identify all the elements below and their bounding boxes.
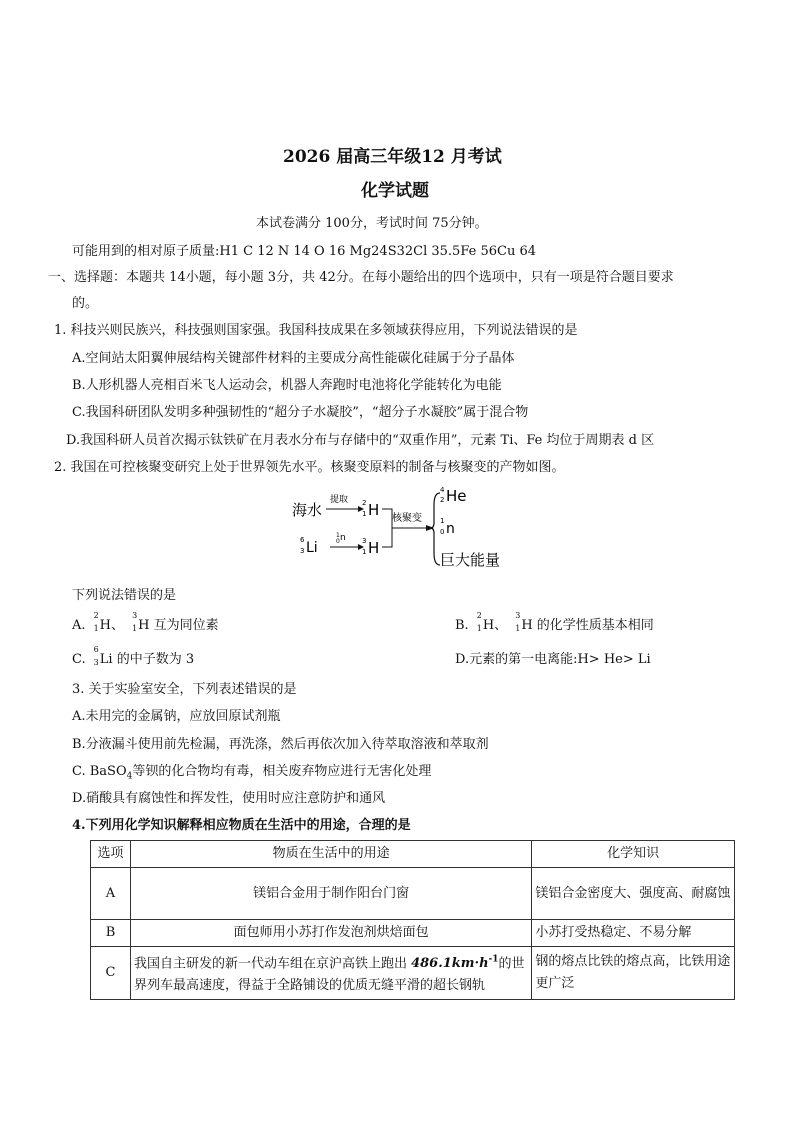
he-atomic: 2 [440,496,445,504]
table-header-row [91,841,735,868]
option-a-mid: H、 [99,618,125,633]
isotope-scripts: 2 1 [476,611,482,633]
he-mass: 4 [440,486,445,494]
helium-symbol: He [446,487,467,505]
question-2-stem: 2. 我国在可控核聚变研究上处于世界领先水平。核聚变原料的制备与核聚变的产物如图。 [54,460,565,475]
h3-atomic: 1 [362,548,367,556]
isotope-scripts: 2 1 [93,611,99,633]
speed-value: 486.1km·h [411,956,489,972]
h3-mass: 3 [362,537,367,545]
row-use: 镁铝合金用于制作阳台门窗 [130,868,531,920]
isotope-scripts: 3 1 [515,611,521,633]
question-4-stem: 4.下列用化学知识解释相应物质在生活中的用途，合理的是 [72,818,411,833]
question-2-option-c [72,645,195,667]
question-3-option-c [72,760,431,782]
tritium-symbol: H [368,539,380,557]
question-3-option-a: A.未用完的金属钠，应放回原试剂瓶 [72,709,281,724]
n-mass: 1 [440,517,445,525]
header-option: 选项 [91,841,131,868]
exam-title: 2026 届高三年级12 月考试 [283,147,502,167]
question-3-option-d: D.硝酸具有腐蚀性和挥发性，使用时应注意防护和通风 [72,791,386,806]
row-use-prefix: 我国自主研发的新一代动车组在京沪高铁上跑出 [133,956,412,972]
exam-note: 本试卷满分 100分，考试时间 75分钟。 [256,216,488,231]
question-1-option-b: B.人形机器人亮相百米飞人运动会，机器人奔跑时电池将化学能转化为电能 [72,378,502,393]
option-c-prefix: C. [72,652,86,667]
option-c-suffix: 等钡的化合物均有毒，相关废弃物应进行无害化处理 [132,764,432,779]
question-2-option-b [455,611,654,633]
neutron-mass: 1 [336,532,340,539]
row-knowledge: 镁铝合金密度大、强度高、耐腐蚀 [532,868,735,920]
deuterium-symbol: H [368,501,380,519]
question-2-option-d: D.元素的第一电离能:H> He> Li [455,652,651,667]
question-1-option-c: C.我国科研团队发明多种强韧性的“超分子水凝胶”，“超分子水凝胶”属于混合物 [72,405,529,420]
row-option: C [91,947,131,1000]
h2-mass: 2 [362,499,367,507]
section-instructions-cont: 的。 [72,296,99,311]
lithium-symbol: Li [306,540,318,556]
row-use [130,947,531,1000]
li-mass: 6 [300,536,305,544]
question-1-stem: 1. 科技兴则民族兴，科技强则国家强。我国科技成果在多领域获得应用，下列说法错误的是 [54,323,578,338]
subject-title: 化学试题 [361,181,429,201]
neutron-arrow-label: n [340,533,346,543]
seawater-label: 海水 [292,501,323,519]
table-row [91,920,735,947]
neutron-symbol: n [446,521,455,537]
row-knowledge: 钢的熔点比铁的熔点高，比铁用途更广泛 [532,947,735,1000]
fusion-label: 核聚变 [392,513,422,524]
row-use-suffix: 的世界列车最高速度，得益于全路铺设的优质无缝平滑的超长钢轨 [133,956,525,994]
isotope-scripts: 3 1 [132,611,138,633]
question-3-stem: 3. 关于实验室安全，下列表述错误的是 [72,682,297,697]
row-use: 面包师用小苏打作发泡剂烘焙面包 [130,920,531,947]
question-2-prompt: 下列说法错误的是 [72,588,177,603]
question-1-option-a: A.空间站太阳翼伸展结构关键部件材料的主要成分高性能碳化硅属于分子晶体 [72,351,515,366]
row-option: B [91,920,131,947]
isotope-scripts: 6 3 [93,645,99,667]
option-b-suffix: H 的化学性质基本相同 [521,618,654,633]
option-a-suffix: H 互为同位素 [138,618,219,633]
option-b-prefix: B. [455,618,469,633]
energy-label: 巨大能量 [440,551,501,569]
speed-exponent: -1 [488,955,499,965]
table-row [91,868,735,920]
option-b-mid: H、 [482,618,508,633]
row-knowledge: 小苏打受热稳定、不易分解 [532,920,735,947]
li-atomic: 3 [300,547,305,555]
header-knowledge: 化学知识 [532,841,735,868]
product-brace [430,493,440,565]
option-a-prefix: A. [72,618,86,633]
section-instructions: 一、选择题：本题共 14小题，每小题 3分，共 42分。在每小题给出的四个选项中，只有一项是符合题目要求 [48,270,674,285]
question-2-option-a [72,611,219,633]
extract-label: 提取 [330,495,349,505]
question-4-table [90,840,735,1000]
option-c-prefix: C. BaSO [72,764,127,779]
table-row [91,947,735,1000]
n-atomic: 0 [440,528,445,536]
header-use: 物质在生活中的用途 [130,841,531,868]
question-3-option-b: B.分液漏斗使用前先检漏，再洗涤，然后再依次加入待萃取溶液和萃取剂 [72,737,489,752]
row-option: A [91,868,131,920]
fusion-diagram [288,485,518,575]
subscript: 4 [126,771,133,782]
h2-atomic: 1 [362,510,367,518]
question-1-option-d: D.我国科研人员首次揭示钛铁矿在月表水分布与存储中的“双重作用”，元素 Ti、Fe 均位于周期表 d 区 [66,433,655,448]
option-c-suffix: Li 的中子数为 3 [99,652,195,667]
atomic-masses: 可能用到的相对原子质量:H1 C 12 N 14 O 16 Mg24S32Cl 35.5Fe 56Cu 64 [72,244,536,259]
neutron-atomic: 0 [336,538,340,545]
